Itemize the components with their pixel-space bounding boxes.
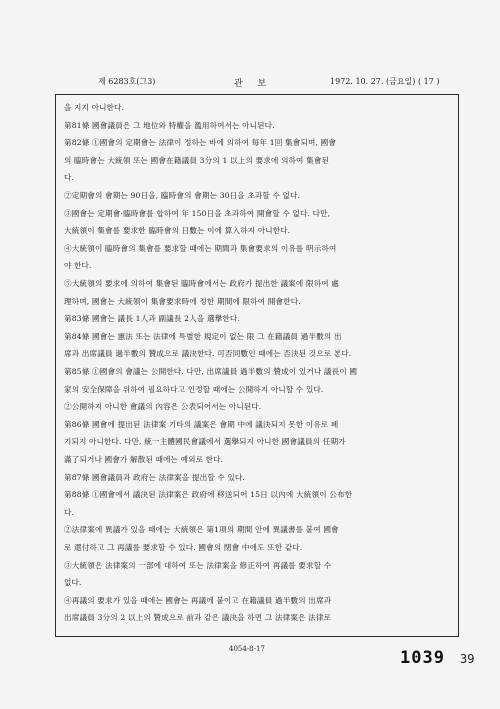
footer-code: 4054-8-17 (229, 645, 265, 653)
text-line: ④大統領이 臨時會의 集會를 要求할 때에는 期間과 集會要求의 이유를 明示하여 (64, 243, 337, 253)
text-line: 家의 安全保障을 위하여 필요하다고 인정할 때에는 公開하지 아니할 수 있다. (64, 384, 324, 394)
text-line: 出席議員 3分의 2 以上의 贊成으로 前과 같은 議決을 하면 그 法律案은 法律로 (64, 613, 332, 623)
text-frame (55, 94, 459, 637)
text-line: 을 지지 아니한다. (64, 103, 125, 112)
text-line: 로 還付하고 그 再議를 要求할 수 있다. 國會의 閉會 中에도 또한 같다. (64, 543, 303, 552)
text-line: 第82條 ①國會의 定期會는 法律이 정하는 바에 의하여 每年 1回 集會되며, 國會 (64, 138, 337, 148)
page-number-handwritten: 39 (460, 652, 475, 666)
issue-date: 1972. 10. 27. (금요일) ( 17 ) (330, 77, 440, 86)
text-line: 第87條 國會議員과 政府는 法律案을 提出할 수 있다. (64, 472, 245, 482)
gazette-title: 관 보 (234, 79, 273, 89)
text-line: 第85條 ①國會의 會議는 公開한다. 다만, 出席議員 過半數의 贊成이 있거나 議長이 國 (64, 367, 358, 376)
text-line: 席과 出席議員 過半數의 贊成으로 議決한다. 可否同數인 때에는 否決된 것으로 본다. (64, 349, 352, 359)
text-line: 滿了되거나 國會가 解散된 때에는 예외로 한다. (64, 455, 224, 464)
text-line: ⑤大統領의 要求에 의하여 集會된 臨時會에서는 政府가 提出한 議案에 限하여 處 (64, 279, 339, 288)
issue-number: 제 6283호(그3) (98, 77, 156, 86)
text-line: 다. (64, 173, 75, 183)
text-line: 다. (64, 507, 75, 517)
text-line: 第83條 國會는 議長 1人과 副議長 2人을 選擧한다. (64, 314, 240, 324)
text-line: 大統領이 集會를 要求한 臨時會의 日數는 이에 算入하지 아니한다. (64, 226, 291, 236)
text-line: 第81條 國會議員은 그 地位와 特權을 濫用하여서는 아니된다. (64, 120, 275, 130)
text-line: ③大統領은 法律案의 一部에 대하여 또는 法律案을 修正하여 再議를 要求할 수 (64, 560, 332, 570)
page-number: 1039 (400, 648, 445, 668)
text-line: 第86條 國會에 提出된 法律案 기타의 議案은 會期 中에 議決되지 못한 이유로 폐 (64, 419, 339, 429)
text-line: 기되지 아니한다. 다만, 統一主體國民會議에서 選擧되지 아니한 國會議員의 任期가 (64, 437, 346, 447)
text-line: ②公開하지 아니한 會議의 內容은 公表되어서는 아니된다. (64, 402, 262, 412)
text-line: 第84條 國會는 憲法 또는 法律에 특별한 規定이 없는 限 그 在籍議員 過半數의 出 (64, 331, 342, 341)
text-line: ②法律案에 異議가 있을 때에는 大統領은 第1項의 期間 안에 異議書를 붙여 國會 (64, 525, 339, 535)
text-line: 第88條 ①國會에서 議決된 法律案은 政府에 移送되어 15日 以內에 大統領이 公布한 (64, 490, 353, 500)
text-line: 야 한다. (64, 261, 92, 271)
text-line: 없다. (64, 578, 82, 588)
text-line: 理하며, 國會는 大統領이 集會要求時에 정한 期間에 限하여 開會한다. (64, 296, 301, 306)
text-line: ④再議의 要求가 있을 때에는 國會는 再議에 붙이고 在籍議員 過半數의 出席과 (64, 595, 332, 605)
text-line: ②定期會의 會期는 90日을, 臨時會의 會期는 30日을 초과할 수 없다. (64, 191, 301, 200)
text-line: 의 臨時會는 大統領 또는 國會在籍議員 3分의 1 以上의 要求에 의하여 集會된 (64, 155, 330, 165)
text-line: ③國會는 定期會·臨時會를 합하여 年 150日을 초과하여 開會할 수 없다. 다만, (64, 208, 331, 218)
